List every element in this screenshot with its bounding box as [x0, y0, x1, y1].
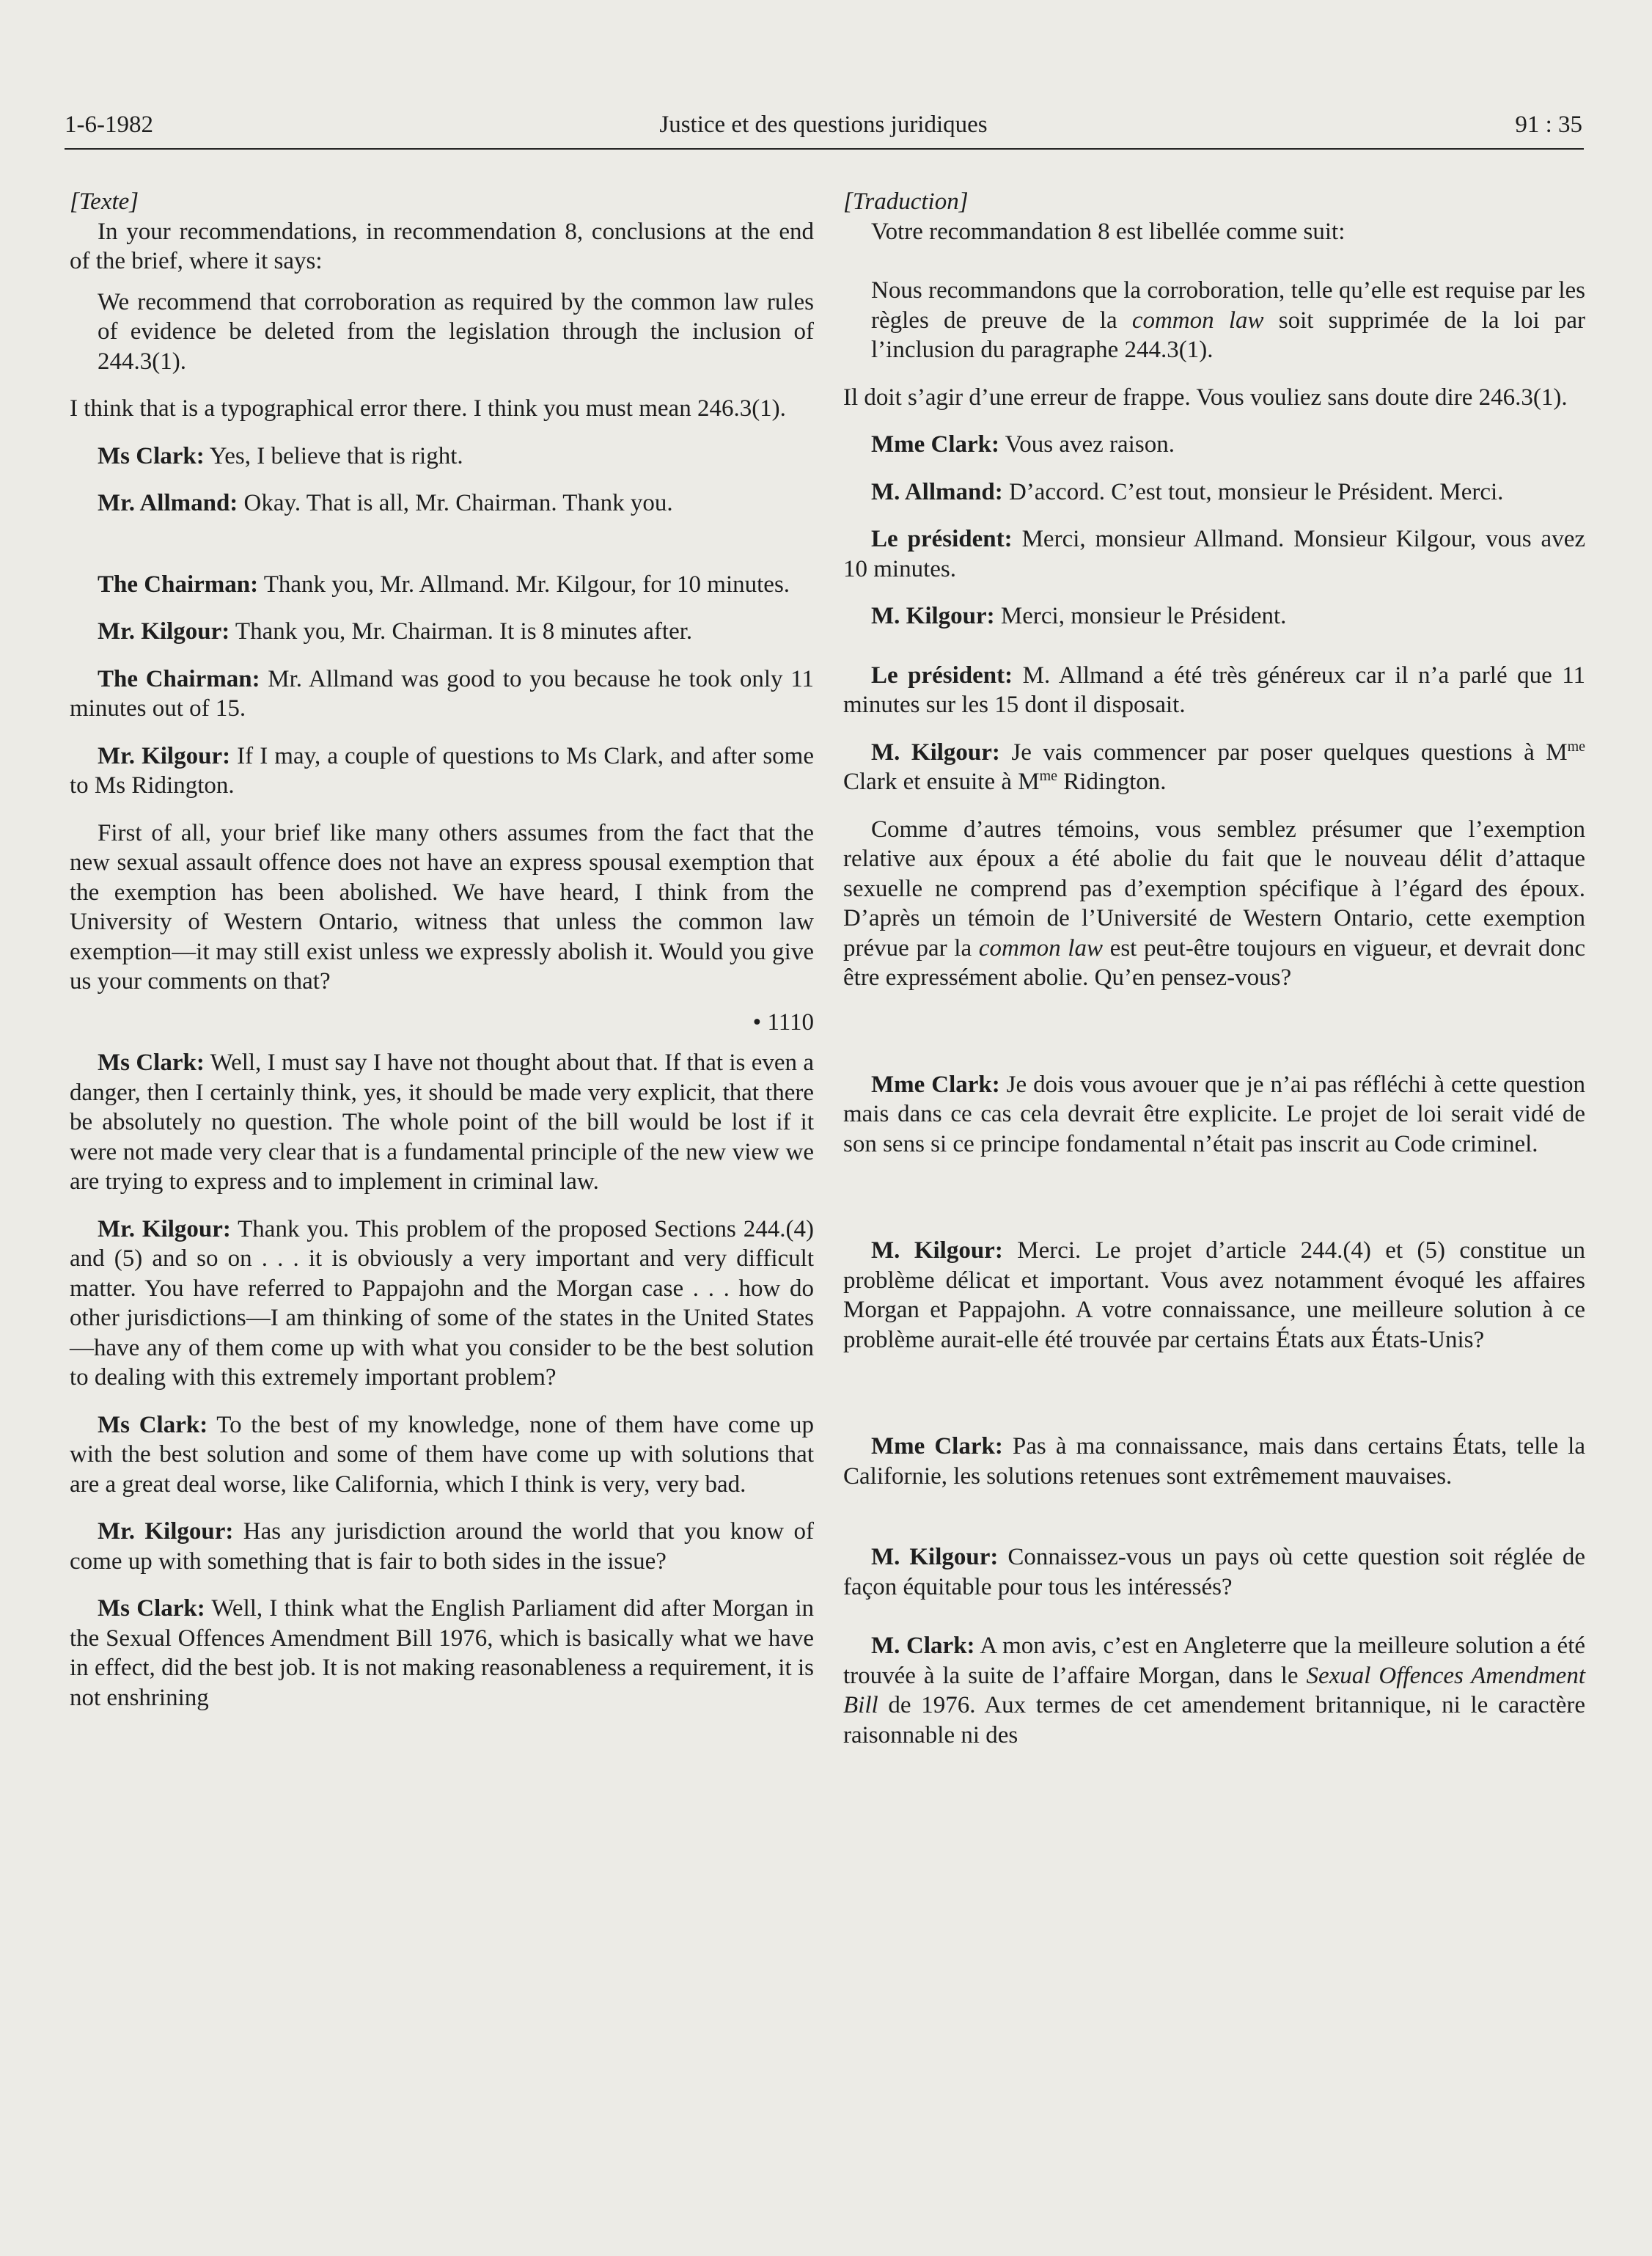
speech	[70, 442, 814, 472]
speaker: M. Clark:	[871, 1633, 975, 1659]
block-quote: We recommend that corroboration as required by the common law rules of evidence be deleted from the legislation through the inclusion of 244.3(1).	[98, 288, 814, 375]
section-tag-texte: [Texte]	[70, 188, 139, 215]
speech-text: Thank you, Mr. Chairman. It is 8 minutes after.	[230, 618, 693, 645]
paragraph: I think that is a typographical error there. I think you must mean 246.3(1).	[70, 395, 786, 422]
speech	[843, 1070, 1585, 1160]
speech	[70, 741, 814, 801]
page-header	[65, 111, 1582, 148]
speaker: Ms Clark:	[98, 1595, 205, 1622]
speaker: Mr. Kilgour:	[98, 742, 231, 769]
block-quote	[871, 276, 1585, 365]
speaker: M. Kilgour:	[871, 1544, 999, 1570]
speaker: Mme Clark:	[871, 431, 1000, 458]
speech-text: Pas à ma connaissance, mais dans certains États, telle la Californie, les solutions retenues sont extrêmement mauvaises.	[843, 1433, 1585, 1490]
speech-text: Well, I must say I have not thought about that. If that is even a danger, then I certainly think, yes, it should be made very explicit, that there be absolutely no question. The whole point of the bill would be lost if it were not made very clear that is a fundamental principle of the new view we are trying to express and to implement in criminal law.	[70, 1050, 814, 1195]
speaker: Le président:	[871, 662, 1013, 689]
speech-text: Thank you. This problem of the proposed Sections 244.(4) and (5) and so on . . . it is obviously a very important and very difficult matter. You have referred to Pappajohn and the Morgan case . . . how do other jurisdictions—I am thinking of some of the states in the United States—have any of them come up with what you consider to be the best solution to dealing with this extremely important problem?	[70, 1215, 814, 1391]
speaker: Mr. Kilgour:	[98, 1518, 234, 1545]
speech	[843, 1631, 1585, 1750]
speech	[843, 477, 1585, 508]
speaker: Mr. Allmand:	[98, 490, 238, 516]
quote-text: Nous recommandons que la corroboration, telle qu’elle est requise par les règles de preuve de la	[871, 277, 1585, 334]
speech-text: Merci, monsieur Allmand. Monsieur Kilgour, vous avez 10 minutes.	[843, 526, 1585, 582]
speech-text: Thank you, Mr. Allmand. Mr. Kilgour, for 10 minutes.	[258, 571, 790, 598]
speaker: The Chairman:	[98, 665, 260, 692]
speech-italic: Sexual Offences Amendment Bill	[843, 1662, 1585, 1718]
speech	[843, 738, 1585, 797]
paragraph: Votre recommandation 8 est libellée comme suit:	[871, 218, 1346, 245]
quote-italic: common law	[1131, 307, 1264, 334]
speech-text: Yes, I believe that is right.	[204, 442, 463, 469]
speaker: Mme Clark:	[871, 1071, 1000, 1098]
speaker: Mr. Kilgour:	[98, 618, 230, 645]
paragraph-text: est peut-être toujours en vigueur, et devrait donc être expressément abolie. Qu’en pensez-vous?	[843, 934, 1585, 991]
speech-text: To the best of my knowledge, none of them have come up with the best solution and some of them have come up with solutions that are a great deal worse, like California, which I think is very, very bad.	[70, 1411, 814, 1498]
speech-text: Ridington.	[1057, 769, 1167, 795]
speech	[70, 1410, 814, 1500]
speech	[70, 617, 814, 647]
speech	[843, 1542, 1585, 1602]
time-marker: • 1110	[752, 1008, 814, 1036]
speech	[843, 524, 1585, 584]
speech-text: de 1976. Aux termes de cet amendement britannique, ni le caractère raisonnable ni des	[843, 1692, 1585, 1748]
speech	[843, 1236, 1585, 1355]
speaker: M. Kilgour:	[871, 1237, 1003, 1264]
speaker: M. Allmand:	[871, 478, 1003, 505]
speech-text: Well, I think what the English Parliament did after Morgan in the Sexual Offences Amendment Bill 1976, which is basically what we have in effect, did the best job. It is not making reasonableness a requirement, it is not enshrining	[70, 1595, 814, 1711]
speaker: Le président:	[871, 526, 1013, 552]
speaker: Ms Clark:	[98, 442, 205, 469]
paragraph-text: Comme d’autres témoins, vous semblez présumer que l’exemption relative aux époux a été abolie du fait que le nouveau délit d’attaque sexuelle ne comprend pas d’exemption spécifique à l’égard des époux. D’après un témoin de l’Université de Western Ontario, cette exemption prévue par la	[843, 816, 1585, 962]
header-rule	[65, 148, 1584, 150]
speaker: The Chairman:	[98, 571, 259, 598]
speaker: M. Kilgour:	[871, 603, 995, 629]
superscript: me	[1567, 738, 1585, 755]
speech-text: D’accord. C’est tout, monsieur le Président. Merci.	[1002, 478, 1504, 505]
header-title: Justice et des questions juridiques	[659, 111, 988, 138]
superscript: me	[1039, 768, 1058, 784]
speaker: Ms Clark:	[98, 1050, 205, 1076]
speech-text: Connaissez-vous un pays où cette question soit réglée de façon équitable pour tous les intéressés?	[843, 1544, 1585, 1600]
speaker: M. Kilgour:	[871, 739, 1000, 766]
speech-text: Je dois vous avouer que je n’ai pas réfléchi à cette question mais dans ce cas cela devrait être explicite. Le projet de loi serait vidé de son sens si ce principe fondamental n’était pas inscrit au Code criminel.	[843, 1071, 1586, 1157]
speech-text: M. Allmand a été très généreux car il n’a parlé que 11 minutes sur les 15 dont il disposait.	[843, 662, 1585, 718]
english-column	[70, 187, 814, 1713]
speech-text: Mr. Allmand was good to you because he took only 11 minutes out of 15.	[70, 665, 814, 722]
speech	[70, 570, 814, 600]
paragraph: In your recommendations, in recommendation 8, conclusions at the end of the brief, where it says:	[70, 218, 814, 274]
speech-text: Clark et ensuite à M	[843, 769, 1040, 795]
speech-text: Vous avez raison.	[999, 431, 1175, 458]
header-page-number: 91 : 35	[1515, 111, 1582, 138]
french-column	[843, 187, 1585, 1750]
header-date: 1-6-1982	[65, 111, 153, 138]
paragraph: First of all, your brief like many others assumes from the fact that the new sexual assault offence does not have an express spousal exemption that the exemption has been abolished. We have heard, I think from the University of Western Ontario, witness that unless the common law exemption—it may still exist unless we expressly abolish it. Would you give us your comments on that?	[70, 819, 814, 995]
speech-text: If I may, a couple of questions to Ms Clark, and after some to Ms Ridington.	[70, 742, 814, 799]
speech	[70, 1215, 814, 1393]
speech	[843, 430, 1585, 460]
speech	[70, 1594, 814, 1713]
paragraph	[843, 815, 1585, 993]
speech-text: Merci, monsieur le Président.	[994, 603, 1287, 629]
speech-text: Merci. Le projet d’article 244.(4) et (5) constitue un problème délicat et important. Vous avez notamment évoqué les affaires Morgan et Pappajohn. A votre connaissance, une meilleure solution à ce problème aurait-elle été trouvée par certains États aux États-Unis?	[843, 1237, 1585, 1353]
speech-text: Je vais commencer par poser quelques questions à M	[999, 739, 1568, 766]
speech-text: Okay. That is all, Mr. Chairman. Thank you.	[238, 490, 673, 516]
speaker: Ms Clark:	[98, 1411, 208, 1438]
speech	[70, 664, 814, 724]
speech	[843, 1432, 1585, 1491]
section-tag-traduction: [Traduction]	[843, 188, 969, 215]
paragraph: Il doit s’agir d’une erreur de frappe. Vous vouliez sans doute dire 246.3(1).	[843, 384, 1568, 411]
speech-text: Has any jurisdiction around the world that you know of come up with something that is fair to both sides in the issue?	[70, 1518, 814, 1575]
paragraph-italic: common law	[978, 934, 1103, 962]
speech	[843, 601, 1585, 631]
speaker: Mme Clark:	[871, 1433, 1003, 1460]
speech-text: A mon avis, c’est en Angleterre que la meilleure solution a été trouvée à la suite de l’affaire Morgan, dans le	[843, 1633, 1586, 1689]
quote-text: soit supprimée de la loi par l’inclusion du paragraphe 244.3(1).	[871, 307, 1585, 363]
speaker: Mr. Kilgour:	[98, 1215, 231, 1242]
speech	[843, 661, 1585, 720]
speech	[70, 1517, 814, 1576]
speech	[70, 488, 814, 519]
speech	[70, 1048, 814, 1197]
